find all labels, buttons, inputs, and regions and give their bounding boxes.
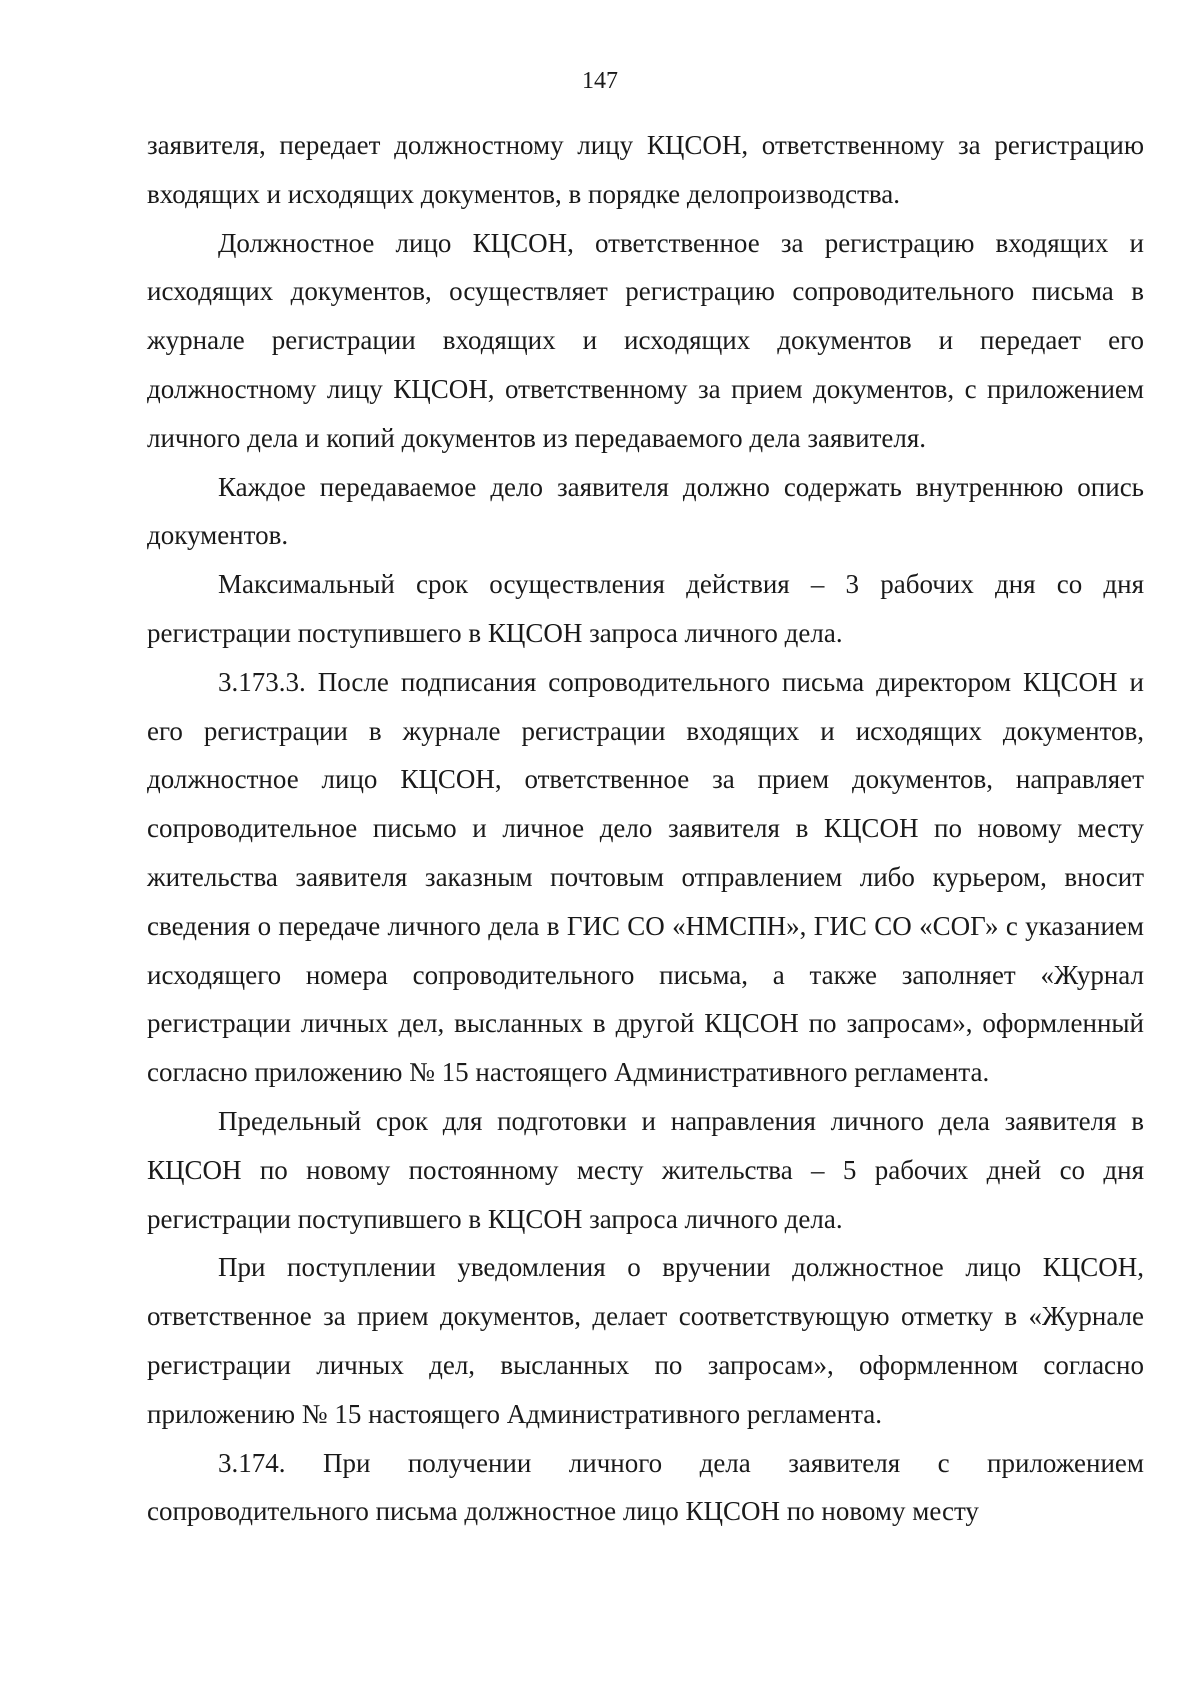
paragraph-3-174: 3.174. При получении личного дела заявителя с приложением сопроводительного письма должностное лицо КЦСОН по новому месту	[147, 1447, 1144, 1527]
paragraph-deadline: Предельный срок для подготовки и направления личного дела заявителя в КЦСОН по новому постоянному месту жительства – 5 рабочих дней со дня регистрации поступившего в КЦСОН запроса личного дела.	[147, 1105, 1144, 1234]
paragraph-continuation: заявителя, передает должностному лицу КЦСОН, ответственному за регистрацию входящих и исходящих документов, в порядке делопроизводства.	[147, 130, 1144, 209]
paragraph-internal-inventory: Каждое передаваемое дело заявителя должно содержать внутреннюю опись документов.	[147, 471, 1144, 551]
paragraph-3-173-3: 3.173.3. После подписания сопроводительного письма директором КЦСОН и его регистрации в журнале регистрации входящих и исходящих документов, должностное лицо КЦСОН, ответственное за прием документов, направляет сопроводительное письмо и личное дело заявителя в КЦСОН по новому месту жительства заявителя заказным почтовым отправлением либо курьером, вносит сведения о передаче личного дела в ГИС СО «НМСПН», ГИС СО «СОГ» с указанием исходящего номера сопроводительного письма, а также заполняет «Журнал регистрации личных дел, высланных в другой КЦСОН по запросам», оформленный согласно приложению № 15 настоящего Административного регламента.	[147, 666, 1144, 1088]
paragraph-max-term: Максимальный срок осуществления действия – 3 рабочих дня со дня регистрации поступившего в КЦСОН запроса личного дела.	[147, 569, 1144, 648]
paragraph-delivery-notice: При поступлении уведомления о вручении должностное лицо КЦСОН, ответственное за прием документов, делает соответствующую отметку в «Журнале регистрации личных дел, высланных по запросам», оформленном согласно приложению № 15 настоящего Административного регламента.	[147, 1252, 1144, 1429]
document-body	[147, 121, 1144, 1536]
paragraph-registration-of-letter: Должностное лицо КЦСОН, ответственное за регистрацию входящих и исходящих документов, осуществляет регистрацию сопроводительного письма в журнале регистрации входящих и исходящих документов и передает его должностному лицу КЦСОН, ответственному за прием документов, с приложением личного дела и копий документов из передаваемого дела заявителя.	[147, 227, 1144, 453]
page-number: 147	[582, 68, 618, 94]
